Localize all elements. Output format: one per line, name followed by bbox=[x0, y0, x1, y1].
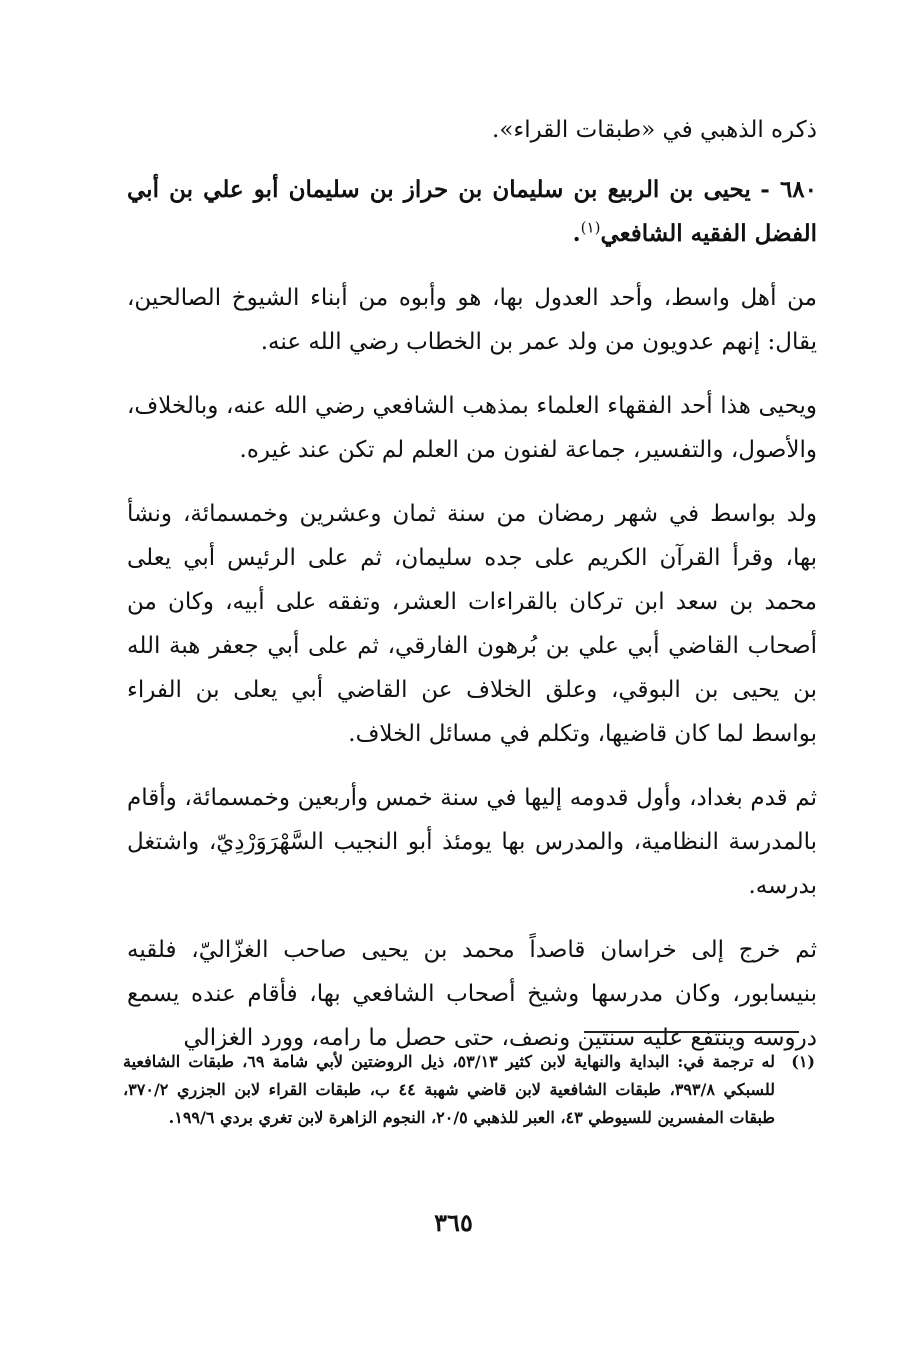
paragraph-text: ولد بواسط في شهر رمضان من سنة ثمان وعشرين وخمسمائة، ونشأ بها، وقرأ القرآن الكريم على جده سليمان، ثم على الرئيس أبي يعلى محمد بن سعد ابن تركان بالقراءات العشر، وتفقه على أبيه، وكان من أصحاب القاضي أبي علي بن بُرهون الفارقي، ثم على أبي جعفر هبة الله بن يحيى بن البوقي، وعلق الخلاف عن القاضي أبي يعلى بن الفراء بواسط لما كان قاضيها، وتكلم في مسائل الخلاف. bbox=[127, 501, 817, 747]
entry-number: ٦٨٠ - bbox=[760, 176, 818, 203]
paragraph-scholarship bbox=[127, 384, 817, 472]
paragraph-text: ذكره الذهبي في «طبقات القراء». bbox=[492, 117, 817, 143]
entry-title: يحيى بن الربيع بن سليمان بن حراز بن سليمان أبو علي بن أبي الفضل الفقيه الشافعي bbox=[127, 176, 817, 247]
paragraph-previous-entry-end bbox=[127, 108, 817, 152]
footnote-reference[interactable]: (١) bbox=[580, 218, 601, 237]
footnote-divider bbox=[584, 1031, 799, 1033]
entry-heading bbox=[127, 168, 817, 256]
paragraph-origin bbox=[127, 276, 817, 364]
main-text bbox=[127, 108, 817, 1080]
paragraph-khurasan bbox=[127, 928, 817, 1060]
paragraph-text: من أهل واسط، وأحد العدول بها، هو وأبوه من أبناء الشيوخ الصالحين، يقال: إنهم عدويون من ولد عمر بن الخطاب رضي الله عنه. bbox=[127, 285, 817, 355]
footnote-marker: (١) bbox=[791, 1052, 815, 1071]
footnote-item bbox=[123, 1048, 815, 1132]
page-number: ٣٦٥ bbox=[434, 1208, 473, 1237]
paragraph-baghdad bbox=[127, 776, 817, 908]
paragraph-text: ثم قدم بغداد، وأول قدومه إليها في سنة خمس وأربعين وخمسمائة، وأقام بالمدرسة النظامية، والمدرس بها يومئذ أبو النجيب السَّهْرَوَرْدِيّ، واشتغل بدرسه. bbox=[127, 785, 817, 899]
entry-title-end: . bbox=[572, 220, 581, 247]
paragraph-birth-studies bbox=[127, 492, 817, 756]
paragraph-text: ثم خرج إلى خراسان قاصداً محمد بن يحيى صاحب الغزّاليّ، فلقيه بنيسابور، وكان مدرسها وشيخ أصحاب الشافعي بها، فأقام عنده يسمع دروسه وينتفع عليه سنتين ونصف، حتى حصل ما رامه، وورد الغزالي bbox=[127, 937, 817, 1051]
footnotes bbox=[123, 1048, 815, 1132]
footnote-text: له ترجمة في: البداية والنهاية لابن كثير ٥٣/١٣، ذيل الروضتين لأبي شامة ٦٩، طبقات الشافعية للسبكي ٣٩٣/٨، طبقات الشافعية لابن قاضي شهبة ٤٤ ب، طبقات القراء لابن الجزري ٣٧٠/٢، طبقات المفسرين للسيوطي ٤٣، العبر للذهبي ٢٠/٥، النجوم الزاهرة لابن تغري بردي ١٩٩/٦. bbox=[123, 1052, 776, 1127]
paragraph-text: ويحيى هذا أحد الفقهاء العلماء بمذهب الشافعي رضي الله عنه، وبالخلاف، والأصول، والتفسير، جماعة لفنون من العلم لم تكن عند غيره. bbox=[127, 393, 817, 463]
